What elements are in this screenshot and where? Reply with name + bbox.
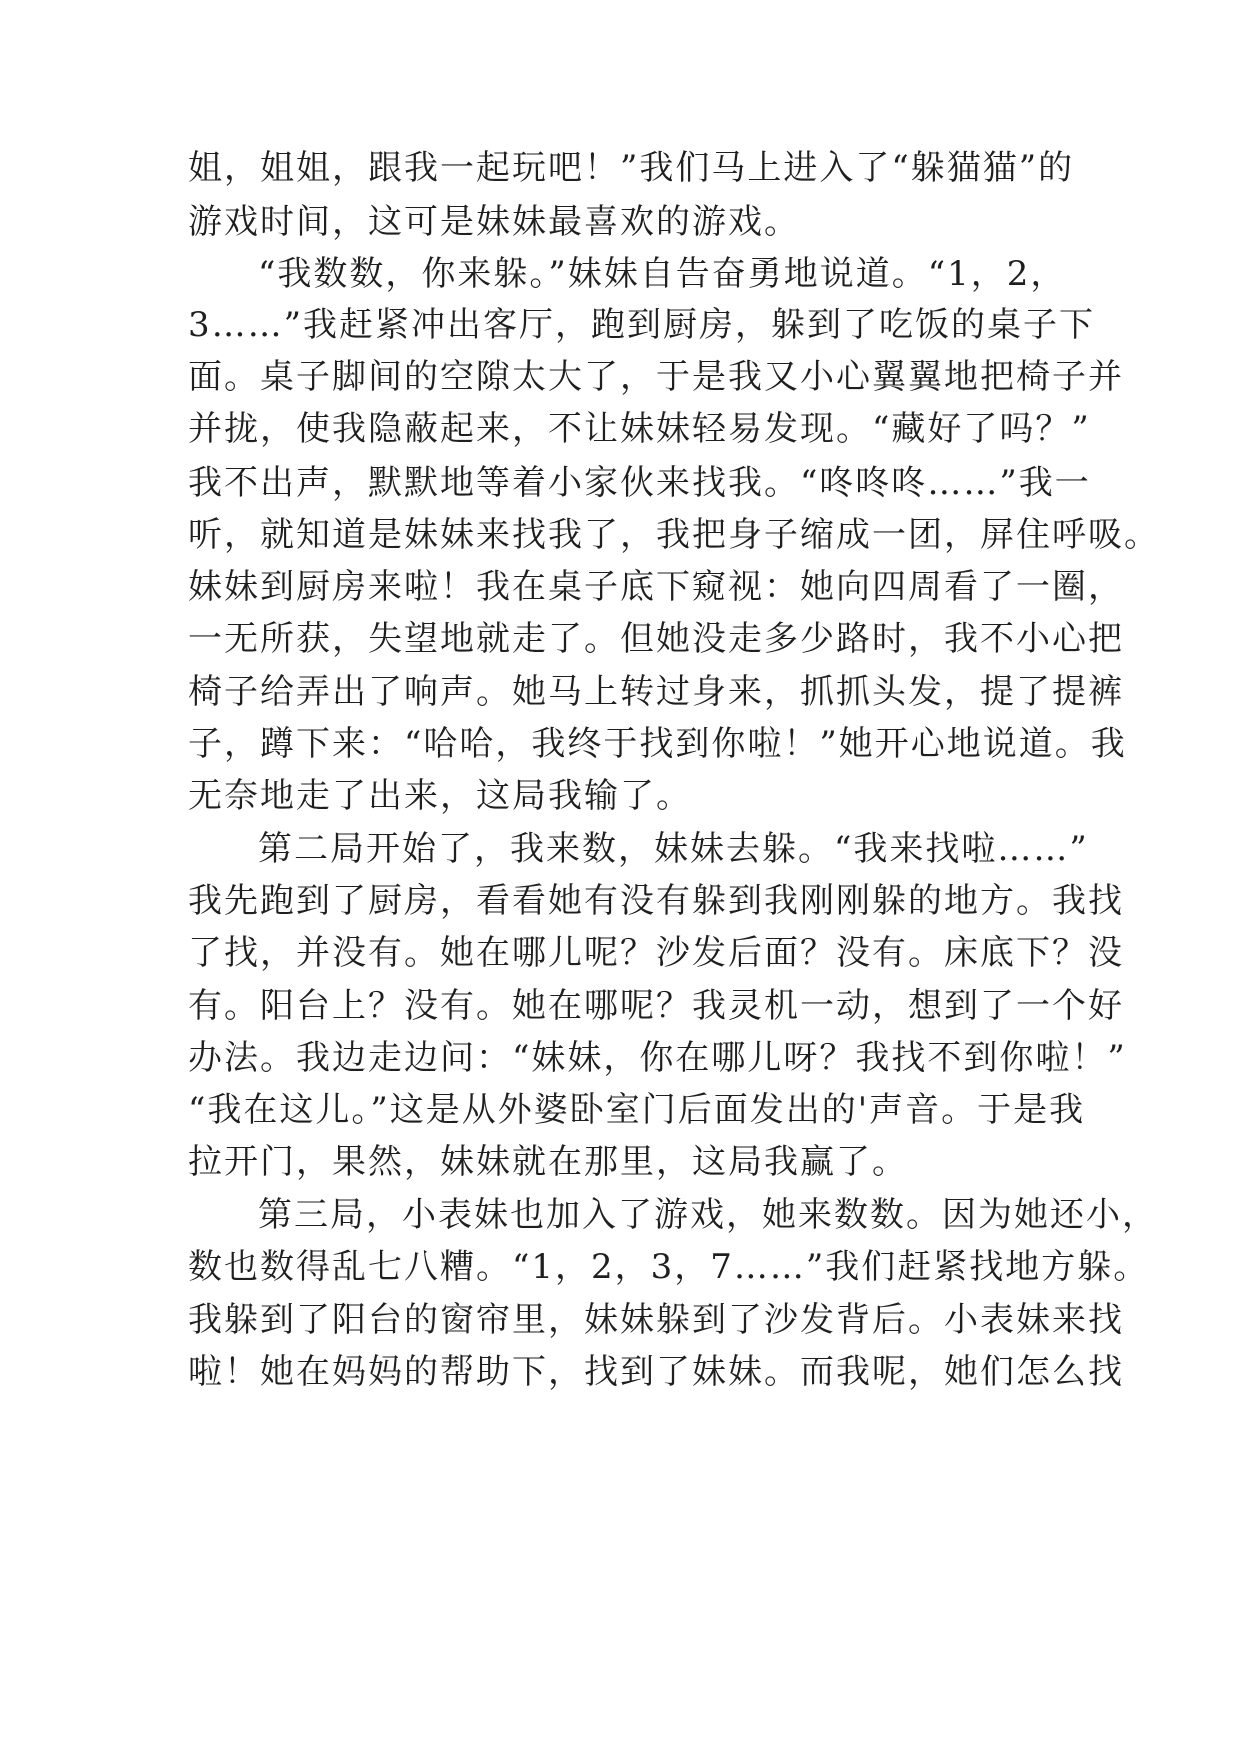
text-line: 办法。我边走边问：“妹妹，你在哪儿呀？我找不到你啦！”: [188, 1038, 1127, 1078]
text-line: 数也数得乱七八糟。“1，2，3，7……”我们赶紧找地方躲。: [188, 1247, 1150, 1287]
text-line: 了找，并没有。她在哪儿呢？沙发后面？没有。床底下？没: [188, 933, 1124, 973]
text-line: 3……”我赶紧冲出客厅，跑到厨房，躲到了吃饭的桌子下: [188, 305, 1096, 345]
paragraph-start-line: 第二局开始了，我来数，妹妹去躲。“我来找啦……”: [258, 829, 1089, 869]
text-line: 拉开门，果然，妹妹就在那里，这局我赢了。: [188, 1142, 908, 1182]
paragraph-start-line: “我数数，你来躲。”妹妹自告奋勇地说道。“1，2，: [258, 254, 1067, 294]
text-line: 椅子给弄出了响声。她马上转过身来，抓抓头发，提了提裤: [188, 672, 1124, 712]
text-line: 游戏时间，这可是妹妹最喜欢的游戏。: [188, 202, 800, 242]
text-line: 啦！她在妈妈的帮助下，找到了妹妹。而我呢，她们怎么找: [188, 1352, 1124, 1392]
text-line: 并拢，使我隐蔽起来，不让妹妹轻易发现。“藏好了吗？”: [188, 409, 1091, 449]
text-line: 我先跑到了厨房，看看她有没有躲到我刚刚躲的地方。我找: [188, 881, 1124, 921]
text-line: 面。桌子脚间的空隙太大了，于是我又小心翼翼地把椅子并: [188, 357, 1124, 397]
text-line: 子，蹲下来：“哈哈，我终于找到你啦！”她开心地说道。我: [188, 724, 1127, 764]
paragraph-start-line: 第三局，小表妹也加入了游戏，她来数数。因为她还小，: [258, 1195, 1158, 1235]
text-line: 姐，姐姐，跟我一起玩吧！”我们马上进入了“躲猫猫”的: [188, 148, 1075, 188]
text-line: 一无所获，失望地就走了。但她没走多少路时，我不小心把: [188, 619, 1124, 659]
text-line: 听，就知道是妹妹来找我了，我把身子缩成一团，屏住呼吸。: [188, 515, 1160, 555]
text-line: 我不出声，默默地等着小家伙来找我。“咚咚咚……”我一: [188, 463, 1091, 503]
text-line: 妹妹到厨房来啦！我在桌子底下窥视：她向四周看了一圈，: [188, 567, 1124, 607]
text-line: 无奈地走了出来，这局我输了。: [188, 776, 692, 816]
text-line: 我躲到了阳台的窗帘里，妹妹躲到了沙发背后。小表妹来找: [188, 1300, 1124, 1340]
text-line: “我在这儿。”这是从外婆卧室门后面发出的'声音。于是我: [188, 1090, 1086, 1130]
text-line: 有。阳台上？没有。她在哪呢？我灵机一动，想到了一个好: [188, 986, 1124, 1026]
